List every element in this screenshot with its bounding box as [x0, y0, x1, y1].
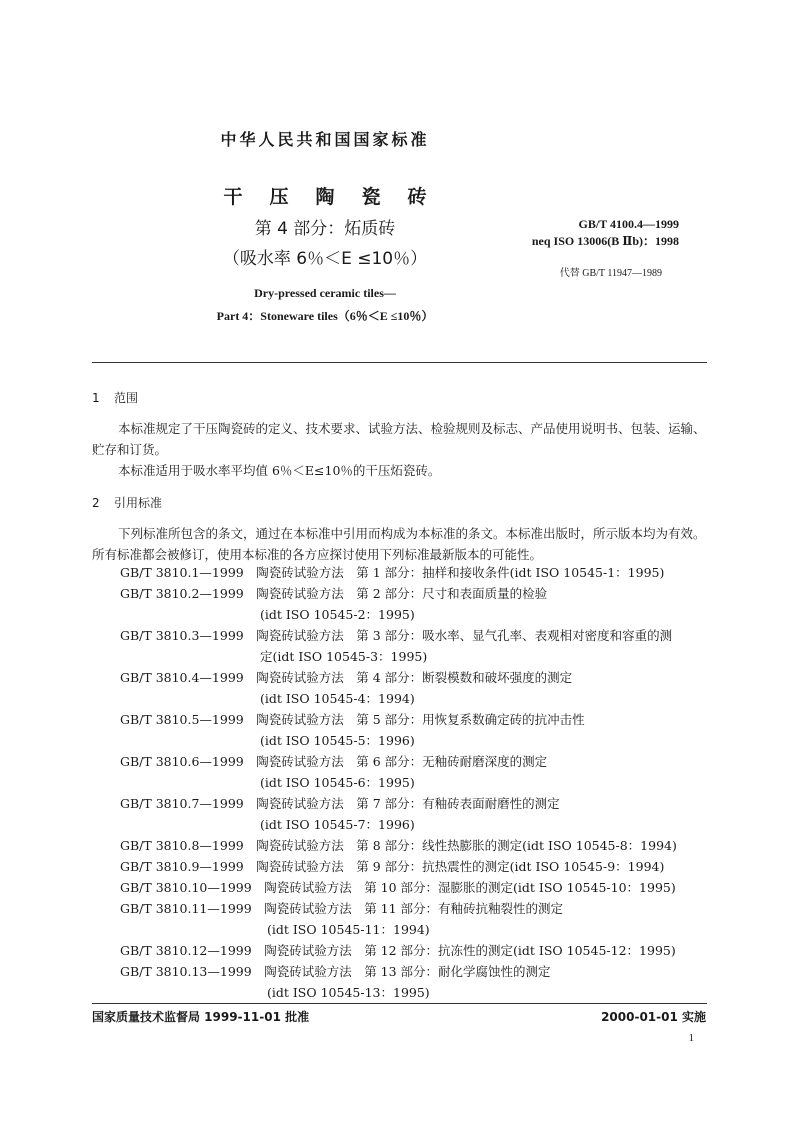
reference-line: GB/T 3810.1—1999 陶瓷砖试验方法 第 1 部分：抽样和接收条件(idt ISO 10545-1：1995) — [120, 565, 665, 580]
reference-line: GB/T 3810.4—1999 陶瓷砖试验方法 第 4 部分：断裂模数和破坏强度的测定 — [120, 670, 573, 685]
reference-line: GB/T 3810.10—1999 陶瓷砖试验方法 第 10 部分：湿膨胀的测定(idt ISO 10545-10：1995) — [120, 880, 676, 895]
reference-line-continued: (idt ISO 10545-6：1995) — [260, 775, 415, 790]
header-divider — [92, 362, 707, 363]
section-heading-scope — [92, 389, 138, 406]
reference-line: GB/T 3810.8—1999 陶瓷砖试验方法 第 8 部分：线性热膨胀的测定(idt ISO 10545-8：1994) — [120, 838, 677, 853]
document-subtitle-part: 第 4 部分：炻质砖 — [254, 219, 396, 239]
section-heading-references — [92, 494, 162, 511]
scope-paragraph-2: 本标准适用于吸水率平均值 6％＜E≤10％的干压炻瓷砖。 — [118, 463, 441, 478]
equivalent-standard: neq ISO 13006(B Ⅱb)：1998 — [531, 234, 679, 248]
reference-line-continued: (idt ISO 10545-11：1994) — [267, 922, 430, 937]
english-title-line2: Part 4：Stoneware tiles（6％＜E ≤10％） — [216, 309, 434, 323]
reference-line-continued: (idt ISO 10545-5：1996) — [260, 733, 415, 748]
english-title-line1: Dry-pressed ceramic tiles— — [254, 286, 396, 300]
reference-line-continued: (idt ISO 10545-2：1995) — [260, 607, 415, 622]
scope-paragraph-1: 本标准规定了干压陶瓷砖的定义、技术要求、试验方法、检验规则及标志、产品使用说明书、包装、运输、贮存和订货。 — [92, 421, 706, 457]
reference-line-continued: (idt ISO 10545-7：1996) — [260, 817, 415, 832]
section-number: 2 — [92, 496, 100, 510]
reference-line: GB/T 3810.3—1999 陶瓷砖试验方法 第 3 部分：吸水率、显气孔率、表观相对密度和容重的测 — [120, 628, 673, 643]
reference-line-continued: (idt ISO 10545-4：1994) — [260, 691, 415, 706]
section-number: 1 — [92, 391, 100, 405]
implementation-date: 2000-01-01 实施 — [601, 1010, 706, 1024]
section-title: 范围 — [114, 391, 139, 405]
national-standard-label: 中华人民共和国国家标准 — [220, 130, 430, 149]
reference-line: GB/T 3810.12—1999 陶瓷砖试验方法 第 12 部分：抗冻性的测定(idt ISO 10545-12：1995) — [120, 943, 676, 958]
reference-line-continued: (idt ISO 10545-13：1995) — [267, 985, 430, 1000]
replaces-standard: 代替 GB/T 11947—1989 — [559, 268, 662, 279]
reference-line: GB/T 3810.13—1999 陶瓷砖试验方法 第 13 部分：耐化学腐蚀性的测定 — [120, 964, 551, 979]
page-number: 1 — [688, 1032, 694, 1044]
reference-line: GB/T 3810.7—1999 陶瓷砖试验方法 第 7 部分：有釉砖表面耐磨性的测定 — [120, 796, 560, 811]
reference-line: GB/T 3810.11—1999 陶瓷砖试验方法 第 11 部分：有釉砖抗釉裂性的测定 — [120, 901, 564, 916]
standard-code: GB/T 4100.4—1999 — [578, 217, 679, 231]
approval-date: 国家质量技术监督局 1999-11-01 批准 — [92, 1010, 310, 1024]
document-subtitle-scope: （吸水率 6％＜E ≤10％） — [222, 249, 428, 269]
reference-line-continued: 定(idt ISO 10545-3：1995) — [260, 649, 428, 664]
reference-line: GB/T 3810.9—1999 陶瓷砖试验方法 第 9 部分：抗热震性的测定(idt ISO 10545-9：1994) — [120, 859, 665, 874]
references-intro-paragraph: 下列标准所包含的条文，通过在本标准中引用而构成为本标准的条文。本标准出版时，所示版本均为有效。所有标准都会被修订，使用本标准的各方应探讨使用下列标准最新版本的可能性。 — [92, 526, 706, 562]
reference-line: GB/T 3810.6—1999 陶瓷砖试验方法 第 6 部分：无釉砖耐磨深度的测定 — [120, 754, 548, 769]
reference-line: GB/T 3810.2—1999 陶瓷砖试验方法 第 2 部分：尺寸和表面质量的检验 — [120, 586, 548, 601]
document-title: 干压陶瓷砖 — [223, 186, 454, 208]
section-title: 引用标准 — [114, 496, 163, 510]
reference-line: GB/T 3810.5—1999 陶瓷砖试验方法 第 5 部分：用恢复系数确定砖的抗冲击性 — [120, 712, 585, 727]
footer-divider — [92, 1003, 707, 1004]
